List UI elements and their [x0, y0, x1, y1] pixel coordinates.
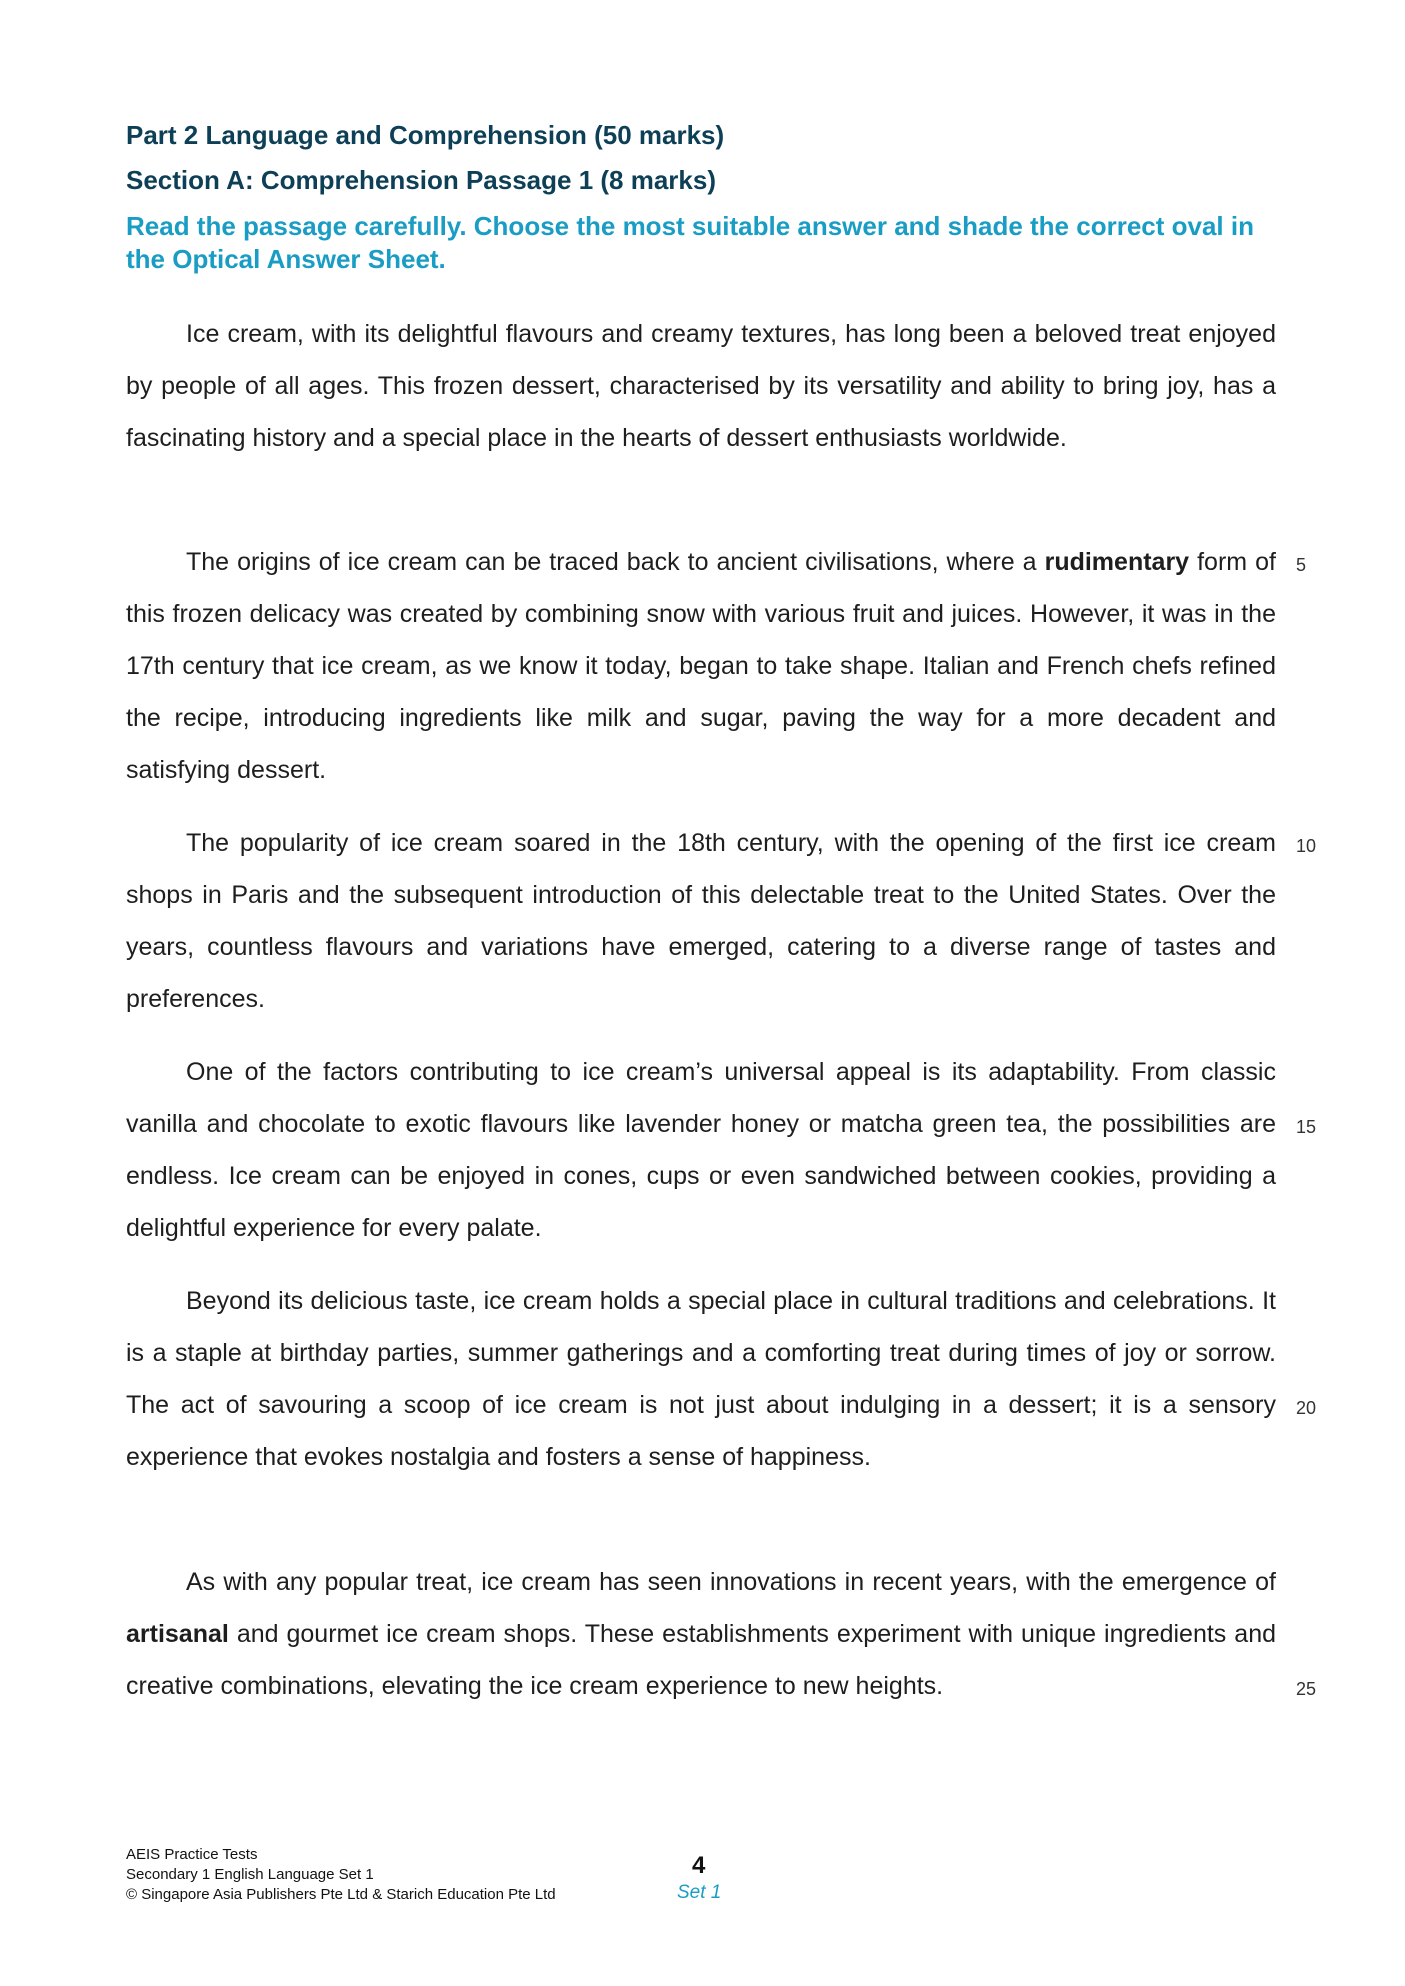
- set-label: Set 1: [677, 1882, 722, 1903]
- line-number: 15: [1296, 1117, 1317, 1137]
- paragraph-6: As with any popular treat, ice cream has seen innovations in recent years, with the emergence of artisanal and gourmet ice cream shops. These establishments experiment with unique ingredients and creative combinations, elevating the ice cream experience to new heights.: [126, 1568, 1276, 1700]
- paragraph-2: The origins of ice cream can be traced back to ancient civilisations, where a rudimentary form of this frozen delicacy was created by combining snow with various fruit and juices. However, it was in the 17th century that ice cream, as we know it today, began to take shape. Italian and French chefs refined the recipe, introducing ingredients like milk and sugar, paving the way for a more decadent and satisfying dessert.: [126, 548, 1276, 784]
- line-number: 25: [1296, 1679, 1317, 1699]
- footer-credits: [126, 1845, 556, 1905]
- vocab-artisanal: artisanal: [126, 1620, 229, 1648]
- line-number: 20: [1296, 1398, 1317, 1418]
- instruction-text: Read the passage carefully. Choose the most suitable answer and shade the correct oval in the Optical Answer Sheet.: [126, 211, 1254, 274]
- part-title: Part 2 Language and Comprehension (50 marks): [126, 120, 725, 150]
- page-number: 4: [692, 1852, 706, 1879]
- line-number: 10: [1296, 836, 1317, 856]
- paragraph-5: Beyond its delicious taste, ice cream holds a special place in cultural traditions and celebrations. It is a staple at birthday parties, summer gatherings and a comforting treat during times of joy or sorrow. The act of savouring a scoop of ice cream is not just about indulging in a dessert; it is a sensory experience that evokes nostalgia and fosters a sense of happiness.: [126, 1287, 1276, 1471]
- paragraph-3: The popularity of ice cream soared in the 18th century, with the opening of the first ice cream shops in Paris and the subsequent introduction of this delectable treat to the United States. Over the years, countless flavours and variations have emerged, catering to a diverse range of tastes and preferences.: [126, 829, 1276, 1013]
- footer-line-1: AEIS Practice Tests: [126, 1846, 258, 1863]
- section-title: Section A: Comprehension Passage 1 (8 marks): [126, 165, 717, 195]
- paragraph-1: Ice cream, with its delightful flavours and creamy textures, has long been a beloved treat enjoyed by people of all ages. This frozen dessert, characterised by its versatility and ability to bring joy, has a fascinating history and a special place in the hearts of dessert enthusiasts worldwide.: [126, 320, 1276, 452]
- footer-line-3: © Singapore Asia Publishers Pte Ltd & Starich Education Pte Ltd: [126, 1886, 556, 1903]
- vocab-rudimentary: rudimentary: [1044, 548, 1190, 576]
- paragraph-4: One of the factors contributing to ice cream’s universal appeal is its adaptability. From classic vanilla and chocolate to exotic flavours like lavender honey or matcha green tea, the possibilities are endless. Ice cream can be enjoyed in cones, cups or even sandwiched between cookies, providing a delightful experience for every palate.: [126, 1058, 1276, 1242]
- footer-line-2: Secondary 1 English Language Set 1: [126, 1866, 374, 1883]
- line-number: 5: [1296, 555, 1307, 575]
